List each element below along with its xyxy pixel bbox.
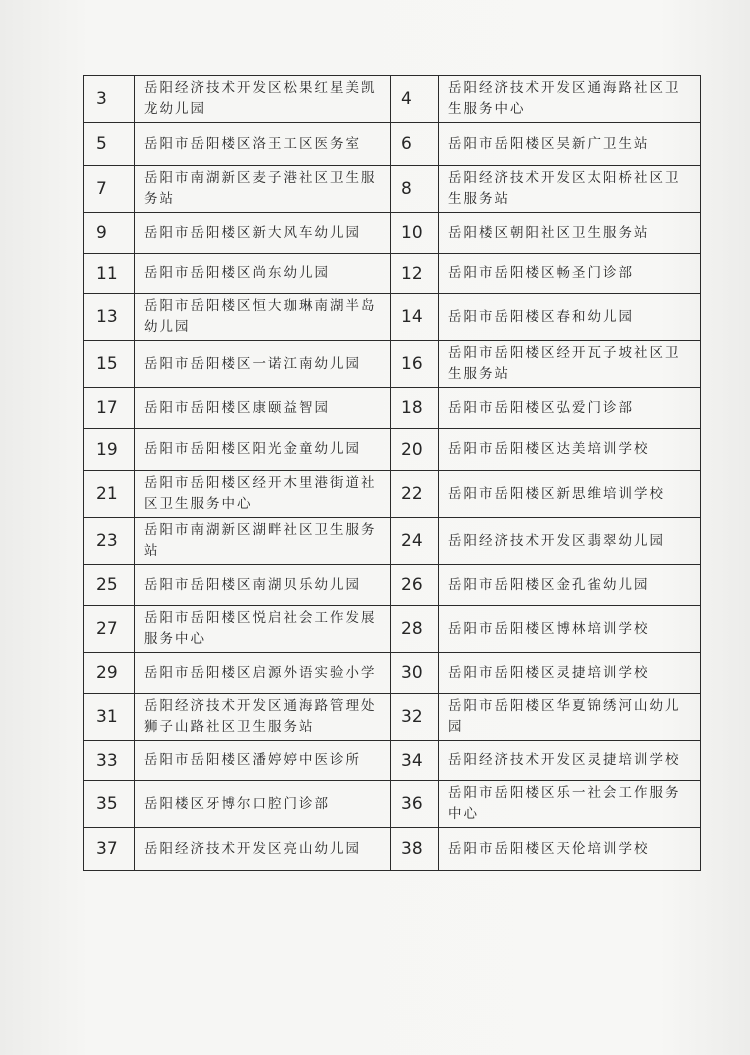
right-name-cell: 岳阳市岳阳楼区天伦培训学校	[439, 828, 701, 871]
left-number-cell: 19	[84, 429, 135, 471]
table-row	[84, 429, 701, 471]
left-name-cell: 岳阳经济技术开发区松果红星美凯龙幼儿园	[135, 76, 391, 123]
right-name-cell: 岳阳市岳阳楼区春和幼儿园	[439, 294, 701, 341]
table-row	[84, 606, 701, 653]
right-number-cell: 36	[391, 781, 439, 828]
right-name-cell: 岳阳经济技术开发区灵捷培训学校	[439, 741, 701, 781]
right-name-cell: 岳阳市岳阳楼区吴新广卫生站	[439, 123, 701, 166]
right-number-cell: 8	[391, 166, 439, 213]
left-name-cell: 岳阳市岳阳楼区恒大珈琳南湖半岛幼儿园	[135, 294, 391, 341]
right-number-cell: 6	[391, 123, 439, 166]
right-name-cell: 岳阳市岳阳楼区经开瓦子坡社区卫生服务站	[439, 341, 701, 388]
right-number-cell: 20	[391, 429, 439, 471]
left-name-cell: 岳阳市岳阳楼区经开木里港街道社区卫生服务中心	[135, 471, 391, 518]
left-number-cell: 17	[84, 388, 135, 429]
right-number-cell: 28	[391, 606, 439, 653]
left-name-cell: 岳阳市岳阳楼区潘婷婷中医诊所	[135, 741, 391, 781]
left-number-cell: 7	[84, 166, 135, 213]
table-row	[84, 254, 701, 294]
table-row	[84, 694, 701, 741]
right-name-cell: 岳阳经济技术开发区太阳桥社区卫生服务站	[439, 166, 701, 213]
right-number-cell: 34	[391, 741, 439, 781]
table-row	[84, 781, 701, 828]
right-name-cell: 岳阳市岳阳楼区金孔雀幼儿园	[439, 565, 701, 606]
left-number-cell: 35	[84, 781, 135, 828]
right-name-cell: 岳阳市岳阳楼区畅圣门诊部	[439, 254, 701, 294]
table-row	[84, 76, 701, 123]
left-name-cell: 岳阳经济技术开发区亮山幼儿园	[135, 828, 391, 871]
left-number-cell: 15	[84, 341, 135, 388]
right-name-cell: 岳阳市岳阳楼区达美培训学校	[439, 429, 701, 471]
right-name-cell: 岳阳经济技术开发区通海路社区卫生服务中心	[439, 76, 701, 123]
left-name-cell: 岳阳市岳阳楼区阳光金童幼儿园	[135, 429, 391, 471]
right-number-cell: 14	[391, 294, 439, 341]
left-name-cell: 岳阳市岳阳楼区悦启社会工作发展服务中心	[135, 606, 391, 653]
right-name-cell: 岳阳市岳阳楼区华夏锦绣河山幼儿园	[439, 694, 701, 741]
right-name-cell: 岳阳楼区朝阳社区卫生服务站	[439, 213, 701, 254]
table-row	[84, 653, 701, 694]
table-row	[84, 741, 701, 781]
right-name-cell: 岳阳市岳阳楼区灵捷培训学校	[439, 653, 701, 694]
left-name-cell: 岳阳市岳阳楼区尚东幼儿园	[135, 254, 391, 294]
table-row	[84, 828, 701, 871]
table-row	[84, 518, 701, 565]
left-number-cell: 31	[84, 694, 135, 741]
left-name-cell: 岳阳市南湖新区麦子港社区卫生服务站	[135, 166, 391, 213]
left-number-cell: 33	[84, 741, 135, 781]
left-number-cell: 3	[84, 76, 135, 123]
left-name-cell: 岳阳市岳阳楼区启源外语实验小学	[135, 653, 391, 694]
right-number-cell: 32	[391, 694, 439, 741]
table-row	[84, 341, 701, 388]
left-name-cell: 岳阳楼区牙博尔口腔门诊部	[135, 781, 391, 828]
right-number-cell: 4	[391, 76, 439, 123]
left-number-cell: 23	[84, 518, 135, 565]
left-number-cell: 21	[84, 471, 135, 518]
left-name-cell: 岳阳市岳阳楼区新大风车幼儿园	[135, 213, 391, 254]
table-row	[84, 294, 701, 341]
left-number-cell: 9	[84, 213, 135, 254]
left-name-cell: 岳阳市岳阳楼区一诺江南幼儿园	[135, 341, 391, 388]
left-number-cell: 37	[84, 828, 135, 871]
right-name-cell: 岳阳市岳阳楼区弘爱门诊部	[439, 388, 701, 429]
left-number-cell: 29	[84, 653, 135, 694]
table-row	[84, 565, 701, 606]
left-name-cell: 岳阳市岳阳楼区洛王工区医务室	[135, 123, 391, 166]
left-name-cell: 岳阳市岳阳楼区康颐益智园	[135, 388, 391, 429]
left-number-cell: 25	[84, 565, 135, 606]
right-number-cell: 30	[391, 653, 439, 694]
right-number-cell: 18	[391, 388, 439, 429]
right-number-cell: 26	[391, 565, 439, 606]
table-row	[84, 123, 701, 166]
right-name-cell: 岳阳市岳阳楼区博林培训学校	[439, 606, 701, 653]
left-name-cell: 岳阳市岳阳楼区南湖贝乐幼儿园	[135, 565, 391, 606]
right-number-cell: 16	[391, 341, 439, 388]
table-row	[84, 166, 701, 213]
right-number-cell: 10	[391, 213, 439, 254]
left-number-cell: 27	[84, 606, 135, 653]
institution-list-table	[83, 75, 701, 871]
right-name-cell: 岳阳市岳阳楼区新思维培训学校	[439, 471, 701, 518]
right-number-cell: 38	[391, 828, 439, 871]
left-number-cell: 11	[84, 254, 135, 294]
right-name-cell: 岳阳经济技术开发区翡翠幼儿园	[439, 518, 701, 565]
right-number-cell: 22	[391, 471, 439, 518]
left-number-cell: 13	[84, 294, 135, 341]
right-number-cell: 24	[391, 518, 439, 565]
right-number-cell: 12	[391, 254, 439, 294]
left-name-cell: 岳阳市南湖新区湖畔社区卫生服务站	[135, 518, 391, 565]
table-row	[84, 213, 701, 254]
table-row	[84, 471, 701, 518]
left-name-cell: 岳阳经济技术开发区通海路管理处狮子山路社区卫生服务站	[135, 694, 391, 741]
right-name-cell: 岳阳市岳阳楼区乐一社会工作服务中心	[439, 781, 701, 828]
left-number-cell: 5	[84, 123, 135, 166]
table-row	[84, 388, 701, 429]
